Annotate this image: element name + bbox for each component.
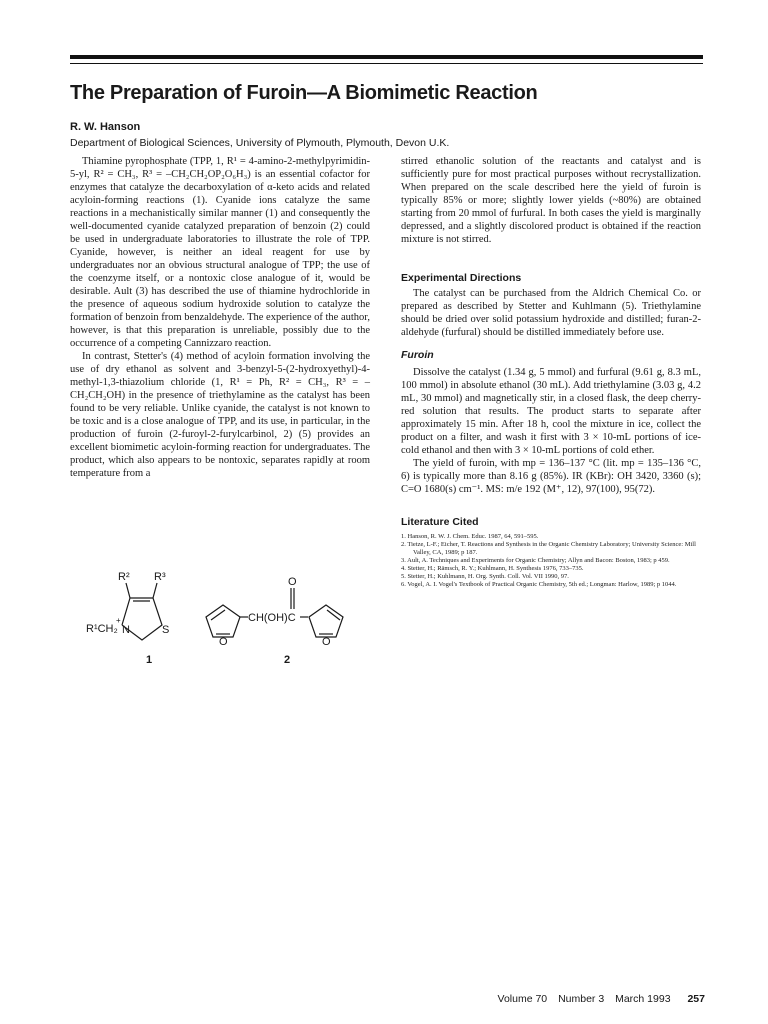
left-column [70, 155, 370, 480]
structure-2-carbonyl-oxygen: O [288, 576, 297, 588]
top-rule-thin [70, 63, 703, 64]
structure-1-r2: R² [118, 571, 130, 583]
intro-paragraph: Thiamine pyrophosphate (TPP, 1, R¹ = 4-amino-2-methylpyrimidin-5-yl, R² = CH₃, R³ = –CH₂CH₂OP₂O₆H₃) is an essential cofactor for enzymes that catalyze the decarboxylation of α-keto acids and related acyloin-forming reactions (1). Cyanide ions catalyze the same reactions in a mechanistically similar manner (1) and consequently the well-documented cyanide catalyzed preparation of benzoin (2) could be used in undergraduate laboratories to illustrate the role of TPP. Cyanide, however, is neither an ideal reagent for use by undergraduates nor an obvious structural analogue of TPP; the use of the coenzyme itself, or a nontoxic close analogue of it, would be desirable. Ault (3) has described the use of thiamine hydrochloride in the presence of aqueous sodium hydroxide solution to catalyze the formation of benzoin from benzaldehyde. The experience of the author, however, is that this preparation is unreliable, possibly due to the occurrence of a competing Cannizzaro reaction. [70, 156, 370, 349]
reference-item: 2. Tietze, L-F.; Eicher, T. Reactions and Synthesis in the Organic Chemistry Laboratory; University Science: Mill Valley, CA, 1989; p 187. [401, 541, 696, 556]
continuation-paragraph: stirred ethanolic solution of the reactants and catalyst and is sufficiently pure for most practical purposes without recrystallization. When prepared on the scale described here the yield of furoin is typically 85% or more; slightly lower yields (~80%) are obtained starting from 20 mmol of furfural. In both cases the yield is marginally depressed, and a slightly discolored product is obtained if the reaction mixture is not stirred. [401, 156, 701, 245]
reference-item: 1. Hanson, R. W. J. Chem. Educ. 1987, 64, 591–595. [401, 533, 539, 540]
stetter-paragraph: In contrast, Stetter's (4) method of acyloin formation involving the use of dry ethanol as solvent and 3-benzyl-5-(2-hydroxyethyl)-4-methyl-1,3-thiazolium chloride (1, R¹ = Ph, R² = CH₃, R³ = –CH₂CH₂OH) in the presence of triethylamine as the catalyst has been found to be very reliable. Unlike cyanide, the catalyst is not known to be toxic and is a close analogue of TPP, and its use, in particular, in the production of furoin (2-furoyl-2-furylcarbinol, 2) (5) provides an excellent biomimetic acyloin-forming reaction for undergraduates. The product, which also appears to be nontoxic, separates rapidly at room temperature from a [70, 351, 370, 479]
furoin-procedure-paragraph: Dissolve the catalyst (1.34 g, 5 mmol) and furfural (9.61 g, 8.3 mL, 100 mmol) in absolute ethanol (30 mL). Add triethylamine (3.03 g, 4.2 mL, 30 mmol) and magnetically stir, in a closed flask, the deep cherry-red solution that results. The product starts to separate after approximately 15 min. After 18 h, cool the mixture in ice, collect the product on a filter, and wash it first with 3 × 10-mL portions of ice-cold ethanol and then with 3 × 10-mL portions of cold ether. [401, 367, 701, 456]
reference-list [401, 533, 701, 589]
structure-2-furan-oxygen-right: O [322, 636, 331, 648]
chemical-structures [80, 565, 380, 675]
experimental-heading: Experimental Directions [401, 272, 522, 284]
footer-number: Number 3 [558, 993, 605, 1005]
reference-item: 3. Ault, A. Techniques and Experiments for Organic Chemistry; Allyn and Bacon: Boston, 1983; p 459. [401, 557, 670, 564]
literature-heading: Literature Cited [401, 516, 479, 528]
experimental-paragraph: The catalyst can be purchased from the Aldrich Chemical Co. or prepared as described by Stetter and Kuhlmann (5). Triethylamine should be dried over solid potassium hydroxide and distilled; furan-2-aldehyde (furfural) should be distilled immediately before use. [401, 288, 701, 338]
page-footer [470, 993, 705, 1005]
structure-2-furan-oxygen-left: O [219, 636, 228, 648]
structure-1-label: 1 [146, 654, 153, 666]
reference-item: 6. Vogel, A. I. Vogel's Textbook of Practical Organic Chemistry, 5th ed.; Longman: Harlow, 1989; p 1044. [401, 581, 677, 588]
author: R. W. Hanson [70, 121, 141, 133]
footer-date: March 1993 [615, 993, 671, 1005]
reference-item: 4. Stetter, H.; Rämsch, R. Y.; Kuhlmann, H. Synthesis 1976, 733–735. [401, 565, 584, 572]
furoin-heading: Furoin [401, 349, 434, 361]
structure-1-nitrogen: N [122, 624, 130, 636]
structure-1-substituent: R¹CH₂ [86, 623, 118, 635]
right-column [401, 155, 701, 589]
footer-volume: Volume 70 [497, 993, 548, 1005]
structure-1-sulfur: S [162, 624, 170, 636]
structure-1-charge: + [116, 616, 121, 625]
page-number: 257 [687, 993, 705, 1005]
reference-item: 5. Stetter, H.; Kuhlmann, H. Org. Synth. Coll. Vol. VII 1990, 97. [401, 573, 569, 580]
structure-1-r3: R³ [154, 571, 166, 583]
top-rule-thick [70, 55, 703, 59]
affiliation: Department of Biological Sciences, University of Plymouth, Plymouth, Devon U.K. [70, 137, 450, 149]
structure-2-linker: CH(OH)C [248, 612, 296, 624]
structure-2-label: 2 [284, 654, 291, 666]
furoin-yield-paragraph: The yield of furoin, with mp = 136–137 °C (lit. mp = 135–136 °C, 6) is typically more than 8.16 g (85%). IR (KBr): OH 3420, 3360 (s); C=O 1680(s) cm⁻¹. MS: m/e 192 (M⁺, 12), 97(100), 95(72). [401, 458, 701, 495]
article-title: The Preparation of Furoin—A Biomimetic Reaction [70, 82, 538, 104]
